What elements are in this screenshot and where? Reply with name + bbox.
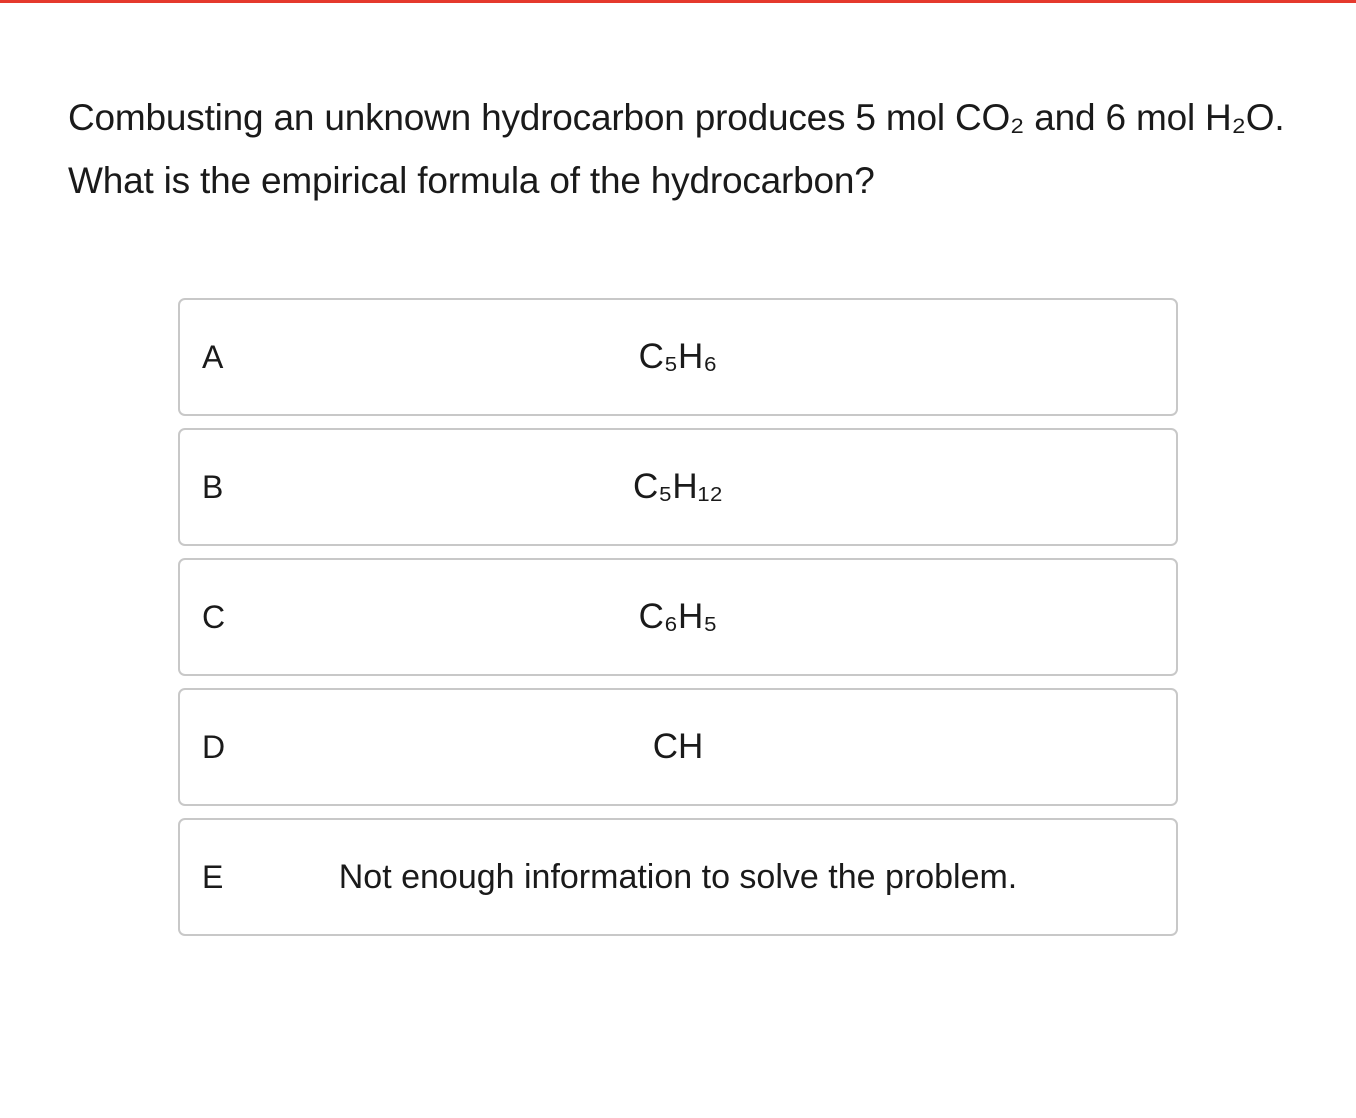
option-d[interactable] <box>178 688 1178 806</box>
option-text: C₆H₅ <box>638 597 718 636</box>
option-a[interactable] <box>178 298 1178 416</box>
answer-options <box>178 298 1178 948</box>
option-letter: E <box>202 859 224 895</box>
option-text: Not enough information to solve the problem. <box>338 858 1018 896</box>
option-text: C₅H₆ <box>638 337 718 376</box>
question-text: Combusting an unknown hydrocarbon produces 5 mol CO₂ and 6 mol H₂O. What is the empirical formula of the hydrocarbon? <box>68 97 1285 201</box>
option-letter: A <box>202 339 224 375</box>
top-accent-bar <box>0 0 1356 3</box>
option-e[interactable] <box>178 818 1178 936</box>
option-letter: C <box>202 599 226 635</box>
option-letter: B <box>202 469 224 505</box>
option-text: C₅H₁₂ <box>632 467 724 506</box>
option-c[interactable] <box>178 558 1178 676</box>
option-text: CH <box>652 727 704 766</box>
option-b[interactable] <box>178 428 1178 546</box>
option-letter: D <box>202 729 226 765</box>
